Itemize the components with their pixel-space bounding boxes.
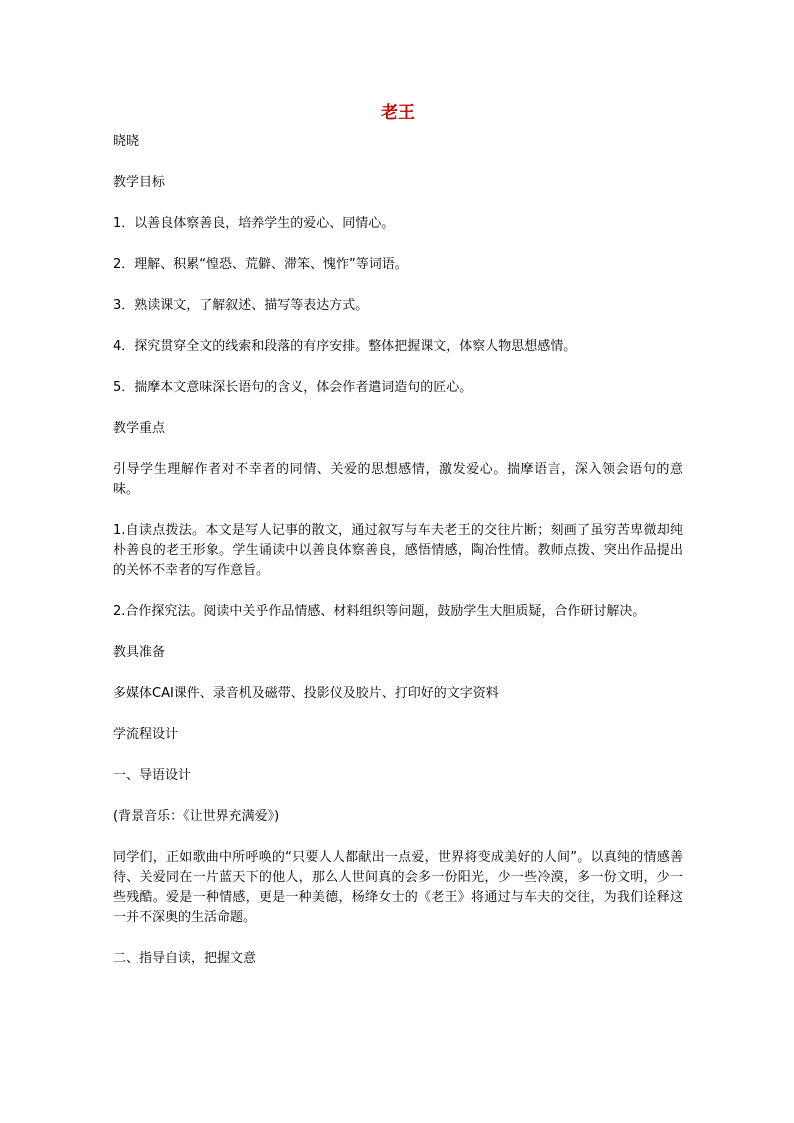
heading-section-1: 一、导语设计 [113,768,192,783]
method-item-1: 1.自读点拨法。本文是写人记事的散文，通过叙写与车夫老王的交往片断；刻画了虽穷苦卑微却纯朴善良的老王形象。学生诵读中以善良体察善良，感悟情感，陶冶性情。教师点拨、突出作品提出的关怀不幸者的写作意旨。 [113,523,683,578]
background-music-note: (背景音乐：《让世界充满爱》) [113,809,280,824]
heading-process-design: 学流程设计 [113,727,179,742]
focus-paragraph: 引导学生理解作者对不幸者的同情、关爱的思想感情，激发爱心。揣摩语言，深入领会语句的意味。 [113,462,683,497]
goal-item-2: 2．理解、积累“惶恐、荒僻、滞笨、愧怍”等词语。 [113,257,408,272]
document-title: 老王 [381,103,415,123]
goal-item-4: 4．探究贯穿全文的线索和段落的有序安排。整体把握课文，体察人物思想感情。 [113,339,577,354]
goal-item-3: 3．熟读课文，了解叙述、描写等表达方式。 [113,298,369,313]
document-page [113,100,683,990]
heading-section-2: 二、指导自读，把握文意 [113,951,257,966]
heading-teaching-goals: 教学目标 [113,175,166,190]
goal-item-5: 5．揣摩本文意味深长语句的含义，体会作者遣词造句的匠心。 [113,380,473,395]
tools-paragraph: 多媒体CAI课件、录音机及磁带、投影仪及胶片、打印好的文字资料 [113,686,499,701]
intro-paragraph: 同学们，正如歌曲中所呼唤的“只要人人都献出一点爱，世界将变成美好的人间”。以真纯的情感善待、关爱同在一片蓝天下的他人，那么人世间真的会多一份阳光，少一些冷漠，多一份文明，少一些残酷。爱是一种情感，更是一种美德，杨绛女士的《老王》将通过与车夫的交往，为我们诠释这一并不深奥的生活命题。 [113,850,683,925]
document-author: 晓晓 [113,134,140,149]
goal-item-1: 1．以善良体察善良，培养学生的爱心、同情心。 [113,216,395,231]
heading-teaching-focus: 教学重点 [113,421,166,436]
heading-teaching-tools: 教具准备 [113,645,166,660]
method-item-2: 2.合作探究法。阅读中关乎作品情感、材料组织等问题，鼓励学生大胆质疑，合作研讨解决。 [113,604,646,619]
